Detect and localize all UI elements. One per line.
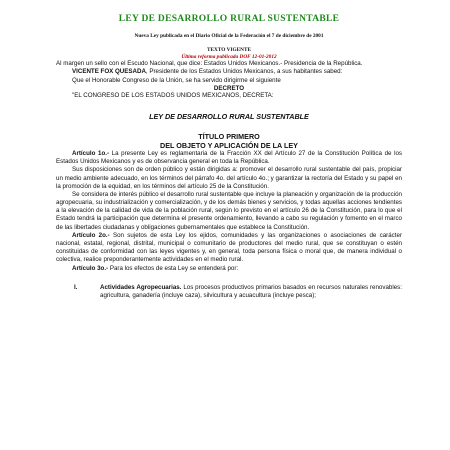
titulo-heading: [56, 132, 402, 150]
article-1-paragraph-3: Se considera de interés público el desarrollo rural sustentable que incluye la planeación y organización de la producción agropecuaria, su industrialización y comercialización, y de los demás bienes y servicios, y todas aquellas acciones tendientes a la elevación de la calidad de vida de la población rural, según lo previsto en el artículo 26 de la Constitución, para lo que el Estado tendrá la participación que determina el presente ordenamiento, llevando a cabo su regulación y fomento en el marco de las libertades ciudadanas y obligaciones gubernamentales que establece la Constitución.: [56, 190, 402, 231]
president-rest: , Presidente de los Estados Unidos Mexicanos, a sus habitantes sabed:: [145, 68, 343, 76]
fraccion-text: Los procesos productivos primarios basados en recursos naturales renovables: agricultura, ganadería (incluye caza), silvicultura y acuacultura (incluye pesca);: [100, 283, 402, 299]
preamble-congreso: Que el Honorable Congreso de la Unión, se ha servido dirigirme el siguiente: [72, 76, 281, 84]
fraccion-lead: Actividades Agropecuarias.: [100, 283, 182, 291]
article-1-paragraph-2: Sus disposiciones son de orden público y están dirigidas a: promover el desarrollo rural sustentable del país, propiciar un medio ambiente adecuado, en los términos del párrafo 4o. del artículo 4o.; y garantizar la rectoría del Estado y su papel en la promoción de la equidad, en los términos del artículo 25 de la Constitución.: [56, 166, 402, 190]
vigente-block: [56, 47, 402, 60]
article-2-text: Son sujetos de esta Ley los ejidos, comunidades y las organizaciones o asociaciones de carácter nacional, estatal, regional, distrital, municipal o comunitario de productores del medio rural, que se constituyan o estén constituidas de conformidad con las leyes vigentes y, en general, toda persona física o moral que, de manera individual o colectiva, realice preponderantemente actividades en el medio rural.: [56, 231, 402, 264]
article-1: [56, 150, 402, 166]
article-1-lead: Artículo 1o.-: [72, 149, 110, 157]
article-3-text: Para los efectos de esta Ley se entenderá por:: [108, 264, 239, 272]
preamble-president: [56, 68, 402, 76]
preamble-sello: Al margen un sello con el Escudo Nacional, que dice: Estados Unidos Mexicanos.- Presidencia de la República.: [56, 60, 363, 68]
article-3-lead: Artículo 3o.-: [72, 264, 109, 272]
president-name: VICENTE FOX QUESADA: [72, 68, 146, 76]
ultima-reforma: Última reforma publicada DOF 12-01-2012: [181, 53, 277, 60]
document-title: LEY DE DESARROLLO RURAL SUSTENTABLE: [118, 14, 340, 24]
publication-line: Nueva Ley publicada en el Diario Oficial de la Federación el 7 de diciembre de 2001: [134, 33, 324, 39]
titulo-line2: DEL OBJETO Y APLICACIÓN DE LA LEY: [160, 140, 298, 150]
article-3: [56, 265, 402, 273]
fraccion-number: I.: [74, 283, 78, 291]
fraccion-body: [100, 284, 402, 300]
congreso-decreta: "EL CONGRESO DE LOS ESTADOS UNIDOS MEXICANOS, DECRETA:: [72, 91, 274, 99]
fraccion-item: [56, 284, 402, 300]
titulo-line1: TÍTULO PRIMERO: [198, 131, 260, 141]
article-2-lead: Artículo 2o.-: [72, 231, 110, 239]
law-title: LEY DE DESARROLLO RURAL SUSTENTABLE: [149, 111, 309, 121]
article-1-text: La presente Ley es reglamentaria de la Fracción XX del Artículo 27 de la Constitución Política de los Estados Unidos Mexicanos y es de observancia general en toda la República.: [56, 149, 402, 166]
decreto-heading: DECRETO: [213, 84, 245, 92]
texto-vigente: TEXTO VIGENTE: [206, 47, 252, 53]
article-2: [56, 232, 402, 265]
